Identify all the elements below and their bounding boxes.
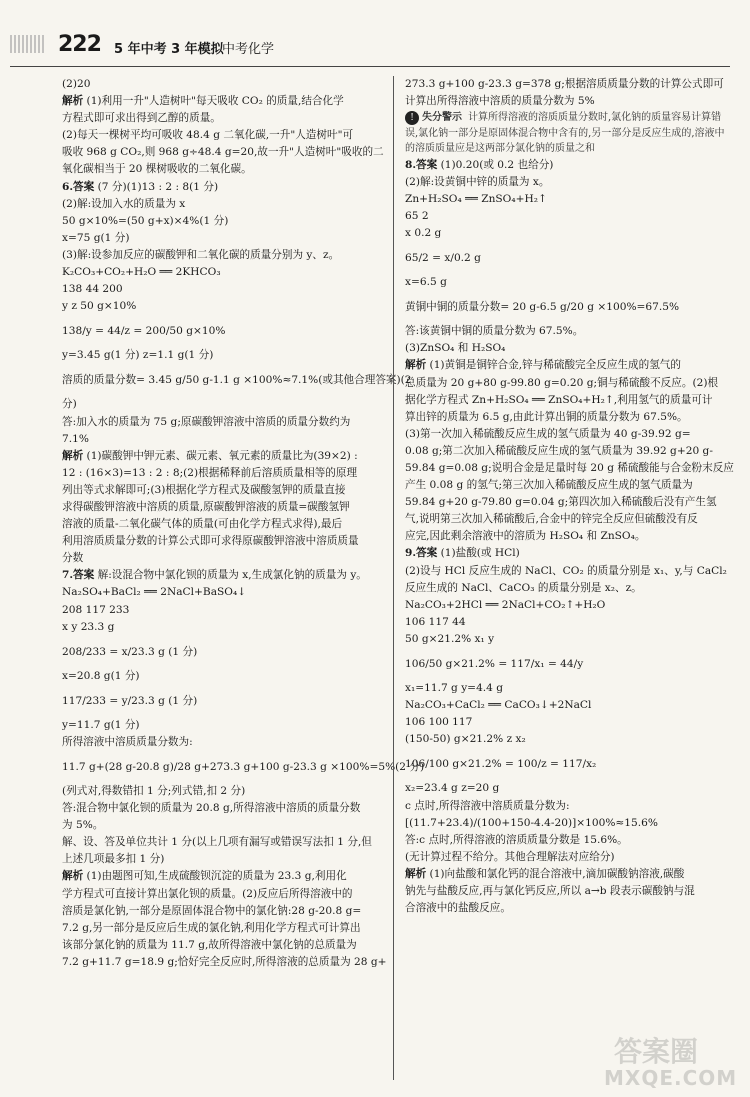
formula-line: 208/233 = x/23.3 g (1 分) bbox=[62, 645, 198, 658]
text-line: x=75 g(1 分) bbox=[62, 231, 130, 244]
text-line: 答:该黄铜中铜的质量分数为 67.5%。 bbox=[405, 325, 584, 338]
text-line: 解、设、答及单位共计 1 分(以上几项有漏写或错误写法扣 1 分,但 bbox=[62, 836, 372, 849]
text-line: (2)每天一棵树平均可吸收 48.4 g 二氧化碳,一升"人造树叶"可 bbox=[62, 129, 354, 142]
text-line: 所得溶液中溶质质量分数为: bbox=[62, 735, 193, 748]
text-line: 产生 0.08 g 的氢气;第三次加入稀硫酸反应生成的氢气质量为 bbox=[405, 479, 693, 492]
section-label: 6.答案 bbox=[62, 180, 95, 193]
text-line: (2)解:设加入水的质量为 x bbox=[62, 197, 186, 210]
watermark-text: 答案圈 bbox=[614, 1035, 699, 1068]
formula-line: 65/2 = x/0.2 g bbox=[405, 252, 481, 265]
text-line: (2)解:设黄铜中锌的质量为 x。 bbox=[405, 175, 550, 188]
text-line: 59.84 g=0.08 g;说明合金是足量时每 20 g 稀硫酸能与合金粉末反应 bbox=[405, 462, 734, 474]
text-line: 合溶液中的盐酸反应。 bbox=[405, 902, 511, 915]
watermark bbox=[590, 1030, 740, 1090]
formula-line: 106/100 g×21.2% = 100/z = 117/x₂ bbox=[405, 758, 597, 771]
text-line: 分数 bbox=[62, 552, 84, 565]
text-line: 答:加入水的质量为 75 g;原碳酸钾溶液中溶质的质量分数约为 bbox=[62, 415, 351, 428]
text-line: (列式对,得数错扣 1 分;列式错,扣 2 分) bbox=[62, 785, 246, 797]
text-line: 7.2 g+11.7 g=18.9 g;恰好完全反应时,所得溶液的总质量为 28 g+ bbox=[62, 955, 387, 968]
text-line: 59.84 g+20 g-79.80 g=0.04 g;第四次加入稀硫酸后没有产生氢 bbox=[405, 496, 717, 509]
book-series-title: 5 年中考 3 年模拟 bbox=[114, 42, 224, 57]
text-line: 138 44 200 bbox=[62, 283, 123, 296]
text-line: K₂CO₃+CO₂+H₂O ══ 2KHCO₃ bbox=[62, 266, 221, 279]
text-line: 钠先与盐酸反应,再与氯化钙反应,所以 a→b 段表示碳酸钠与混 bbox=[405, 884, 695, 897]
text-line: (2)20 bbox=[62, 78, 91, 90]
text-line: y=3.45 g(1 分) z=1.1 g(1 分) bbox=[62, 349, 214, 362]
text-line: 氧化碳相当于 20 棵树吸收的二氧化碳。 bbox=[62, 163, 252, 176]
formula-line: 黄铜中铜的质量分数= 20 g-6.5 g/20 g ×100%=67.5% bbox=[405, 301, 680, 314]
text-line: 7.1% bbox=[62, 432, 89, 445]
text-line: 273.3 g+100 g-23.3 g=378 g;根据溶质质量分数的计算公式即可 bbox=[405, 78, 724, 90]
section-label: 8.答案 bbox=[405, 158, 438, 171]
text-line: 学方程式可直接计算出氯化钡的质量。(2)反应后所得溶液中的 bbox=[62, 887, 353, 900]
section-label: 解析 bbox=[62, 870, 84, 883]
text-line: (3)解:设参加反应的碳酸钾和二氧化碳的质量分别为 y、z。 bbox=[62, 248, 340, 261]
text-line: 12 : (16×3)=13 : 2 : 8;(2)根据稀释前后溶质质量相等的原理 bbox=[62, 466, 358, 479]
text-line: c 点时,所得溶液中溶质质量分数为: bbox=[405, 799, 570, 812]
text-line: 上述几项最多扣 1 分) bbox=[62, 853, 165, 866]
text-line: 分) bbox=[62, 398, 77, 411]
warning-title: 失分警示 bbox=[422, 112, 462, 124]
text-line: [(11.7+23.4)/(100+150-4.4-20)]×100%≈15.6% bbox=[405, 816, 658, 829]
text-line: x 0.2 g bbox=[405, 227, 442, 240]
section-label: 解析 bbox=[405, 359, 427, 372]
text-line: 溶质是氯化钠,一部分是原固体混合物中的氯化钠:28 g-20.8 g= bbox=[62, 904, 362, 917]
section-label: 7.答案 bbox=[62, 569, 95, 582]
text-line: 为 5%。 bbox=[62, 819, 104, 832]
text-line: 9.答案 (1)盐酸(或 HCl) bbox=[405, 547, 520, 560]
formula-line: 11.7 g+(28 g-20.8 g)/28 g+273.3 g+100 g-23.3 g ×100%=5%(2 分) bbox=[62, 761, 425, 773]
section-label: 解析 bbox=[62, 95, 84, 108]
text-line: 6.答案 (7 分)(1)13 : 2 : 8(1 分) bbox=[62, 180, 219, 193]
text-line: 解析 (1)向盐酸和氯化钙的混合溶液中,滴加碳酸钠溶液,碳酸 bbox=[405, 867, 685, 880]
warning-callout bbox=[405, 110, 727, 157]
warning-icon: ! bbox=[405, 111, 419, 125]
text-line: 解析 (1)碳酸钾中钾元素、碳元素、氧元素的质量比为(39×2) : bbox=[62, 449, 358, 462]
text-line: y z 50 g×10% bbox=[62, 300, 137, 313]
watermark-url: MXQE.COM bbox=[604, 1066, 738, 1090]
text-line: 50 g×21.2% x₁ y bbox=[405, 632, 495, 645]
section-label: 解析 bbox=[405, 867, 427, 880]
text-line: 据化学方程式 Zn+H₂SO₄ ══ ZnSO₄+H₂↑,利用氢气的质量可计 bbox=[405, 393, 713, 406]
text-line: 答:混合物中氯化钡的质量为 20.8 g,所得溶液中溶质的质量分数 bbox=[62, 802, 361, 815]
text-line: y=11.7 g(1 分) bbox=[62, 718, 140, 731]
text-line: (150-50) g×21.2% z x₂ bbox=[405, 733, 526, 746]
text-line: 解析 (1)利用一升"人造树叶"每天吸收 CO₂ 的质量,结合化学 bbox=[62, 95, 344, 108]
text-line: 求得碳酸钾溶液中溶质的质量,原碳酸钾溶液的质量=碳酸氢钾 bbox=[62, 500, 350, 513]
text-line: x=6.5 g bbox=[405, 276, 447, 289]
text-line: 应完,因此剩余溶液中的溶质为 H₂SO₄ 和 ZnSO₄。 bbox=[405, 530, 646, 543]
text-line: 50 g×10%=(50 g+x)×4%(1 分) bbox=[62, 214, 229, 227]
formula-line: 106/50 g×21.2% = 117/x₁ = 44/y bbox=[405, 658, 584, 671]
subject-title: 中考化学 bbox=[222, 42, 275, 57]
page-number: 222 bbox=[58, 32, 101, 57]
text-line: (无计算过程不给分。其他合理解法对应给分) bbox=[405, 850, 615, 863]
formula-line: 117/233 = y/23.3 g (1 分) bbox=[62, 694, 198, 707]
header-rule bbox=[10, 66, 730, 67]
text-line: 该部分氯化钠的质量为 11.7 g,故所得溶液中氯化钠的总质量为 bbox=[62, 938, 357, 951]
text-line: Na₂SO₄+BaCl₂ ══ 2NaCl+BaSO₄↓ bbox=[62, 586, 247, 599]
text-line: 解析 (1)黄铜是铜锌合金,锌与稀硫酸完全反应生成的氢气的 bbox=[405, 359, 681, 372]
text-line: x₂=23.4 g z=20 g bbox=[405, 782, 500, 795]
text-line: 65 2 bbox=[405, 209, 429, 222]
text-line: 7.答案 解:设混合物中氯化钡的质量为 x,生成氯化钠的质量为 y。 bbox=[62, 569, 367, 582]
text-line: (2)设与 HCl 反应生成的 NaCl、CO₂ 的质量分别是 x₁、y,与 CaCl₂ bbox=[405, 564, 727, 577]
text-line: 反应生成的 NaCl、CaCO₃ 的质量分别是 x₂、z。 bbox=[405, 581, 642, 594]
formula-line: 溶质的质量分数= 3.45 g/50 g-1.1 g ×100%≈7.1%(或其他合理答案)(2 bbox=[62, 374, 412, 387]
text-line: 解析 (1)由题图可知,生成硫酸钡沉淀的质量为 23.3 g,利用化 bbox=[62, 870, 347, 883]
text-line: x₁=11.7 g y=4.4 g bbox=[405, 682, 504, 695]
text-line: (3)第一次加入稀硫酸反应生成的氢气质量为 40 g-39.92 g= bbox=[405, 427, 691, 440]
text-line: 0.08 g;第二次加入稀硫酸反应生成的氢气质量为 39.92 g+20 g- bbox=[405, 444, 713, 457]
text-line: 106 100 117 bbox=[405, 716, 473, 729]
text-line: 7.2 g,另一部分是反应后生成的氯化钠,利用化学方程式可计算出 bbox=[62, 921, 361, 934]
right-column bbox=[405, 76, 734, 917]
column-divider bbox=[393, 76, 394, 1080]
text-line: 计算出所得溶液中溶质的质量分数为 5% bbox=[405, 95, 595, 108]
text-line: 总质量为 20 g+80 g-99.80 g=0.20 g;铜与稀硫酸不反应。(2)根 bbox=[405, 376, 719, 389]
text-line: 方程式即可求出得到乙醇的质量。 bbox=[62, 112, 221, 125]
text-line: 106 117 44 bbox=[405, 615, 466, 628]
warning-text: 计算所得溶液的溶质质量分数时,氯化钠的质量容易计算错误,氯化钠一部分是原固体混合物中含有的,另一部分是反应生成的,溶液中的溶质质量应是这两部分氯化钠的质量之和 bbox=[405, 112, 725, 155]
formula-line: 138/y = 44/z = 200/50 g×10% bbox=[62, 325, 226, 338]
text-line: 气,说明第三次加入稀硫酸后,合金中的锌完全反应但硫酸没有反 bbox=[405, 513, 698, 526]
text-line: 利用溶质质量分数的计算公式即可求得原碳酸钾溶液中溶质质量 bbox=[62, 535, 359, 548]
text-line: 算出锌的质量为 6.5 g,由此计算出铜的质量分数为 67.5%。 bbox=[405, 410, 688, 423]
text-line: (3)ZnSO₄ 和 H₂SO₄ bbox=[405, 342, 506, 355]
text-line: 吸收 968 g CO₂,则 968 g÷48.4 g=20,故一升"人造树叶"吸收的二 bbox=[62, 146, 384, 159]
text-line: Na₂CO₃+CaCl₂ ══ CaCO₃↓+2NaCl bbox=[405, 699, 592, 712]
text-line: x y 23.3 g bbox=[62, 620, 115, 633]
text-line: 溶液的质量-二氧化碳气体的质量(可由化学方程式求得),最后 bbox=[62, 518, 343, 531]
text-line: 列出等式求解即可;(3)根据化学方程式及碳酸氢钾的质量直接 bbox=[62, 483, 346, 496]
text-line: Zn+H₂SO₄ ══ ZnSO₄+H₂↑ bbox=[405, 192, 547, 205]
text-line: 8.答案 (1)0.20(或 0.2 也给分) bbox=[405, 158, 554, 171]
text-line: Na₂CO₃+2HCl ══ 2NaCl+CO₂↑+H₂O bbox=[405, 598, 606, 611]
text-line: 答:c 点时,所得溶液的溶质质量分数是 15.6%。 bbox=[405, 833, 628, 846]
page-header bbox=[10, 32, 740, 60]
section-label: 9.答案 bbox=[405, 547, 438, 560]
text-line: 208 117 233 bbox=[62, 603, 130, 616]
text-line: x=20.8 g(1 分) bbox=[62, 669, 140, 682]
section-label: 解析 bbox=[62, 449, 84, 462]
